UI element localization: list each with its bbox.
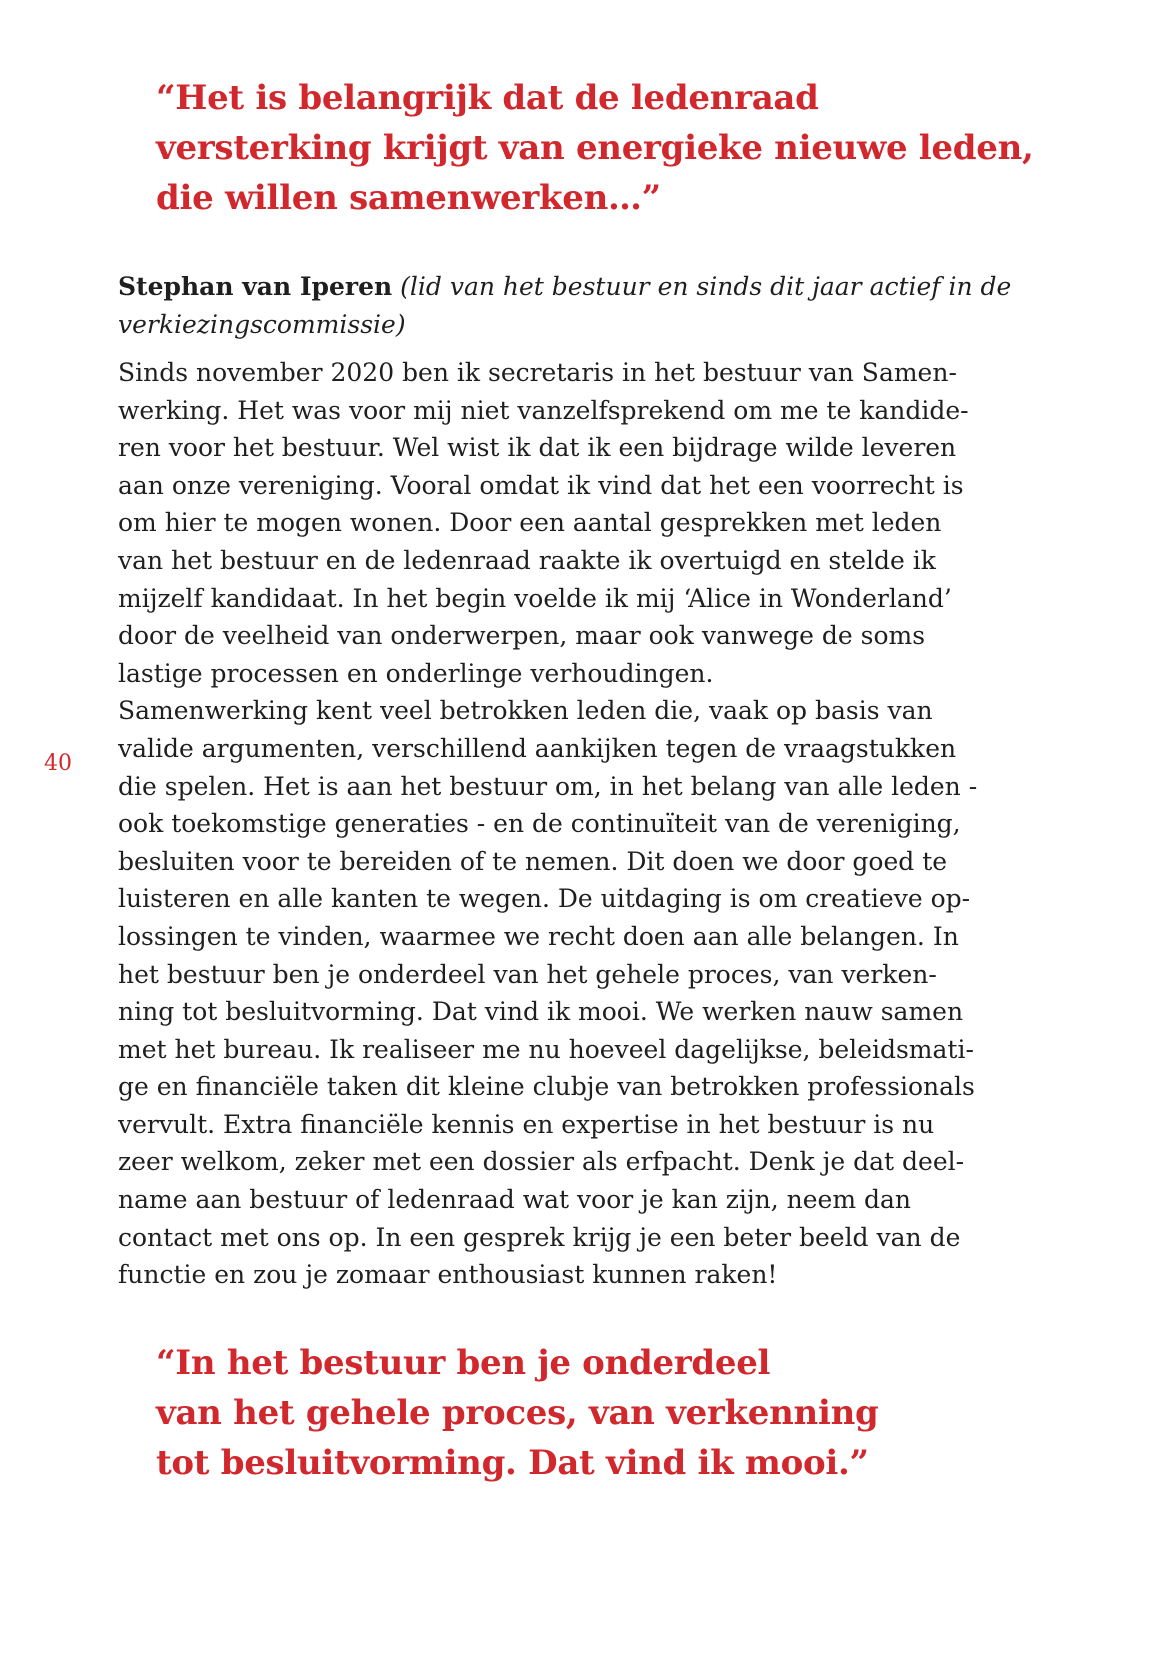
body-line: mijzelf kandidaat. In het begin voelde ik mij ‘Alice in Wonderland’ — [118, 583, 952, 613]
page-number: 40 — [44, 751, 72, 776]
body-line: het bestuur ben je onderdeel van het gehele proces, van verken- — [118, 959, 937, 989]
body-line: valide argumenten, verschillend aankijken tegen de vraagstukken — [118, 733, 957, 763]
body-line: ren voor het bestuur. Wel wist ik dat ik een bijdrage wilde leveren — [118, 433, 957, 463]
pull-quote-line: die willen samenwerken…” — [156, 178, 661, 218]
author-byline-line — [118, 268, 1012, 306]
pull-quote-line: versterking krijgt van energieke nieuwe leden, — [156, 128, 1034, 168]
body-line: besluiten voor te bereiden of te nemen. Dit doen we door goed te — [118, 846, 948, 876]
pull-quote-line: “Het is belangrijk dat de ledenraad — [156, 78, 819, 118]
author-name: Stephan van Iperen — [118, 272, 393, 301]
pull-quote-line: van het gehele proces, van verkenning — [156, 1393, 879, 1433]
pull-quote-line: tot besluitvorming. Dat vind ik mooi.” — [156, 1443, 869, 1483]
body-line: Samenwerking kent veel betrokken leden die, vaak op basis van — [118, 696, 933, 726]
body-line: ook toekomstige generaties - en de continuïteit van de vereniging, — [118, 809, 961, 839]
body-line: aan onze vereniging. Vooral omdat ik vind dat het een voorrecht is — [118, 470, 964, 500]
body-line: ge en financiële taken dit kleine clubje van betrokken professionals — [118, 1072, 975, 1102]
body-line: van het bestuur en de ledenraad raakte ik overtuigd en stelde ik — [118, 545, 936, 575]
body-text — [118, 354, 998, 1294]
body-line: lastige processen en onderlinge verhoudingen. — [118, 658, 714, 688]
body-line: zeer welkom, zeker met een dossier als erfpacht. Denk je dat deel- — [118, 1147, 965, 1177]
pull-quote-line: “In het bestuur ben je onderdeel — [156, 1343, 771, 1383]
body-line: die spelen. Het is aan het bestuur om, in het belang van alle leden - — [118, 771, 978, 801]
body-line: lossingen te vinden, waarmee we recht doen aan alle belangen. In — [118, 921, 959, 951]
body-line: vervult. Extra financiële kennis en expertise in het bestuur is nu — [118, 1109, 935, 1139]
body-line: name aan bestuur of ledenraad wat voor je kan zijn, neem dan — [118, 1185, 912, 1215]
pull-quote-bottom — [156, 1338, 878, 1488]
body-line: Sinds november 2020 ben ik secretaris in het bestuur van Samen- — [118, 358, 957, 387]
body-line: om hier te mogen wonen. Door een aantal gesprekken met leden — [118, 508, 942, 538]
body-line: contact met ons op. In een gesprek krijg je een beter beeld van de — [118, 1222, 961, 1252]
body-line: functie en zou je zomaar enthousiast kunnen raken! — [118, 1260, 778, 1290]
body-line: door de veelheid van onderwerpen, maar ook vanwege de soms — [118, 621, 926, 651]
author-role-continued: verkiezingscommissie) — [118, 309, 406, 339]
body-line: werking. Het was voor mij niet vanzelfsprekend om me te kandide- — [118, 395, 969, 425]
author-byline — [118, 268, 1012, 343]
body-line: ning tot besluitvorming. Dat vind ik mooi. We werken nauw samen — [118, 997, 964, 1027]
author-role: (lid van het bestuur en sinds dit jaar actief in de — [392, 272, 1012, 301]
body-line: met het bureau. Ik realiseer me nu hoeveel dagelijkse, beleidsmati- — [118, 1034, 974, 1064]
body-line: luisteren en alle kanten te wegen. De uitdaging is om creatieve op- — [118, 884, 971, 914]
pull-quote-top — [156, 73, 1034, 223]
